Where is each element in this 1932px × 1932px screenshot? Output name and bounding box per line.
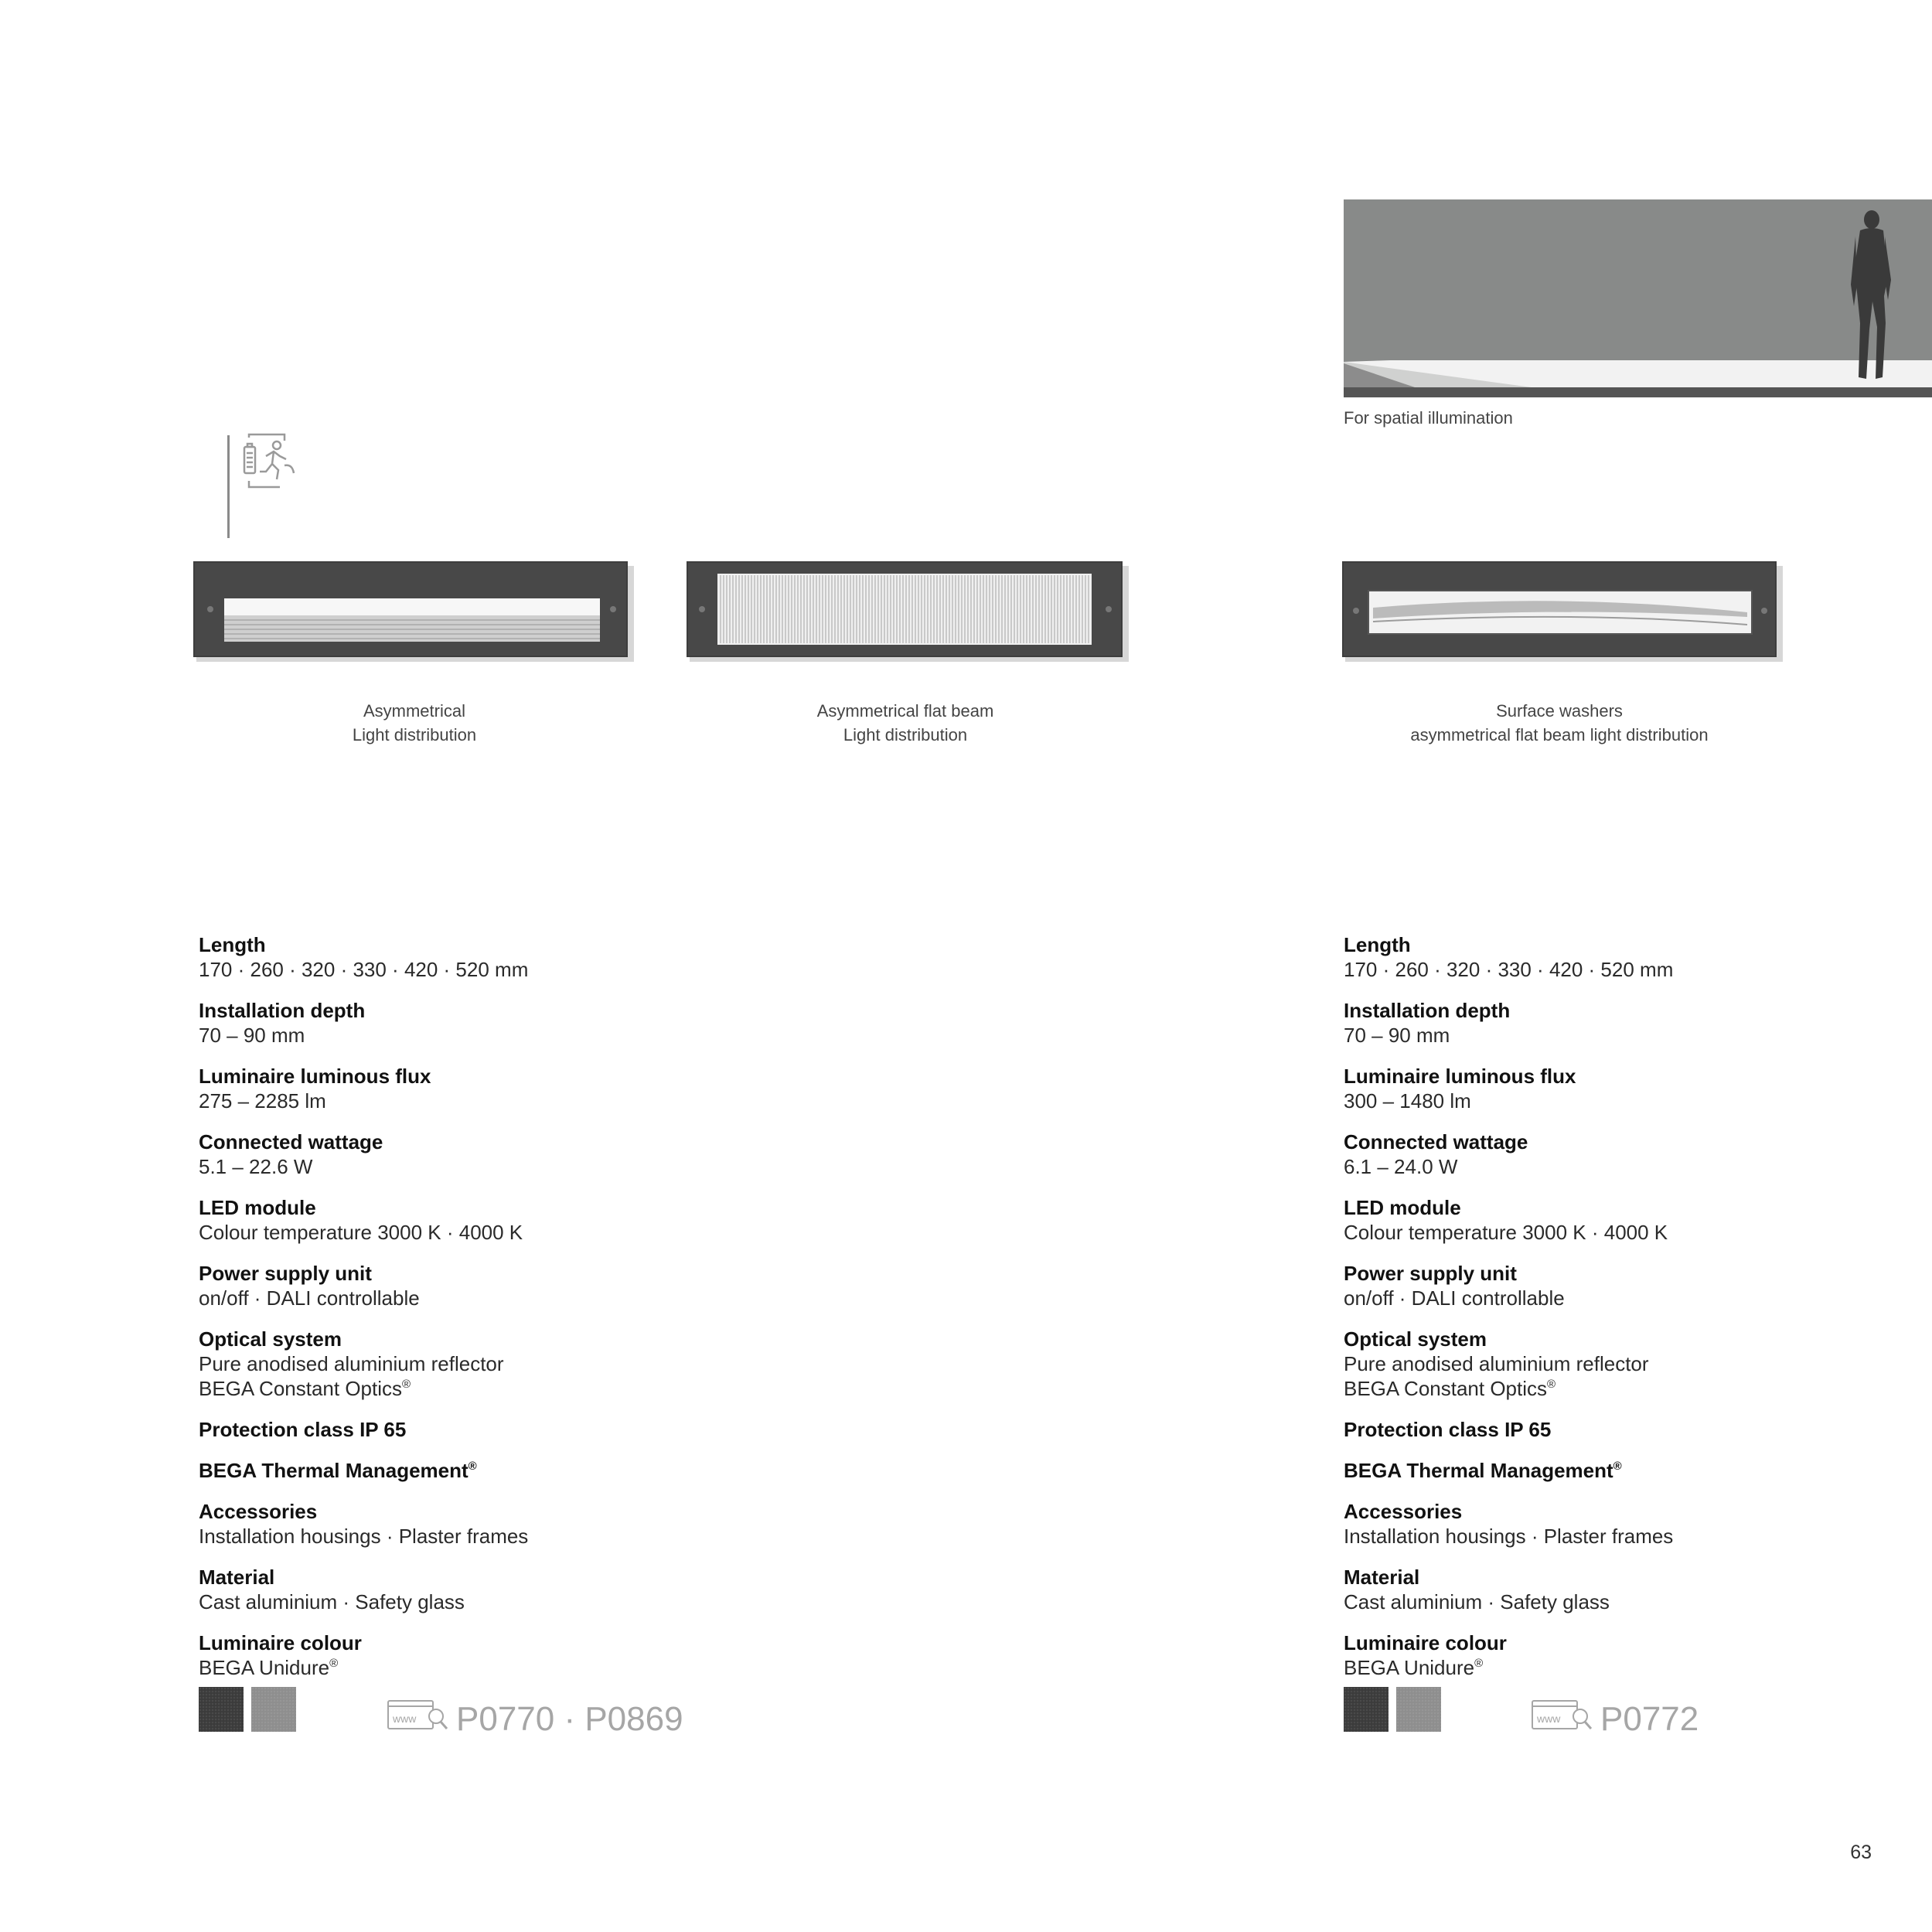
trademark-sup: ® — [1474, 1657, 1484, 1670]
luminaire-asymmetrical-image — [193, 561, 634, 662]
spec-optical-system — [199, 1327, 755, 1401]
spec-luminous-flux — [199, 1064, 755, 1113]
caption-flat-beam — [689, 699, 1122, 747]
spec-value: on/off · DALI controllable — [1344, 1286, 1565, 1310]
spec-value: 5.1 – 22.6 W — [199, 1155, 313, 1178]
spec-value: 6.1 – 24.0 W — [1344, 1155, 1458, 1178]
caption-line: Asymmetrical — [363, 701, 465, 721]
spec-luminaire-colour — [199, 1630, 755, 1680]
product-code-left[interactable]: P0770 · P0869 — [456, 1700, 683, 1738]
spec-protection-class — [199, 1417, 755, 1442]
spec-label: Luminaire colour — [199, 1631, 362, 1654]
spec-label: Material — [1344, 1566, 1420, 1589]
spec-value: 300 – 1480 lm — [1344, 1089, 1471, 1113]
trademark-sup: ® — [1547, 1378, 1556, 1391]
spec-label: Protection class IP 65 — [199, 1418, 407, 1441]
divider-line — [227, 435, 230, 538]
spec-thermal-management — [1344, 1458, 1900, 1483]
spec-label-trademark — [199, 1458, 755, 1483]
spec-value-trademark — [199, 1376, 755, 1401]
trademark-sup: ® — [402, 1378, 411, 1391]
spec-label: Luminaire colour — [1344, 1631, 1507, 1654]
spec-label: Accessories — [1344, 1500, 1463, 1523]
colour-swatch-graphite — [199, 1687, 244, 1732]
specs-left — [199, 932, 755, 1696]
product-code-right[interactable]: P0772 — [1600, 1700, 1699, 1738]
spec-value: 70 – 90 mm — [199, 1024, 305, 1047]
spec-installation-depth — [1344, 998, 1900, 1048]
colour-swatch-graphite — [1344, 1687, 1389, 1732]
spec-value: Installation housings · Plaster frames — [199, 1525, 529, 1548]
emergency-luminaire-icon — [240, 433, 305, 490]
spec-label: Optical system — [1344, 1327, 1487, 1351]
trademark-sup: ® — [468, 1460, 477, 1473]
svg-text:www: www — [1537, 1712, 1561, 1725]
spec-label: Power supply unit — [199, 1262, 372, 1285]
www-search-icon[interactable] — [1531, 1698, 1594, 1733]
luminaire-flat-beam-image — [687, 561, 1129, 662]
spec-protection-class — [1344, 1417, 1900, 1442]
spec-value: on/off · DALI controllable — [199, 1286, 420, 1310]
scene-caption: For spatial illumination — [1344, 408, 1513, 428]
spec-value: Installation housings · Plaster frames — [1344, 1525, 1674, 1548]
spec-label: Power supply unit — [1344, 1262, 1517, 1285]
spec-material — [1344, 1565, 1900, 1614]
caption-line: Light distribution — [352, 725, 477, 745]
spec-length — [1344, 932, 1900, 982]
colour-swatch-silver — [251, 1687, 296, 1732]
spec-label: Installation depth — [199, 999, 366, 1022]
spec-value: Pure anodised aluminium reflector — [199, 1352, 504, 1375]
spec-label: Material — [199, 1566, 275, 1589]
spec-value: Pure anodised aluminium reflector — [1344, 1352, 1649, 1375]
spec-accessories — [1344, 1499, 1900, 1549]
spec-value-text: BEGA Unidure — [1344, 1656, 1475, 1679]
spec-label: Connected wattage — [1344, 1130, 1528, 1153]
spec-optical-system — [1344, 1327, 1900, 1401]
spec-value: Colour temperature 3000 K · 4000 K — [199, 1221, 523, 1244]
spec-value: 170 · 260 · 320 · 330 · 420 · 520 mm — [1344, 958, 1674, 981]
spec-luminaire-colour — [1344, 1630, 1900, 1680]
colour-swatch-silver — [1396, 1687, 1441, 1732]
www-search-icon[interactable] — [387, 1698, 450, 1733]
spec-value: Cast aluminium · Safety glass — [1344, 1590, 1610, 1613]
spec-length — [199, 932, 755, 982]
trademark-sup: ® — [329, 1657, 339, 1670]
spec-power-supply — [1344, 1261, 1900, 1310]
spec-value: Cast aluminium · Safety glass — [199, 1590, 465, 1613]
spec-label: Length — [1344, 933, 1411, 956]
spec-value-text: BEGA Constant Optics — [199, 1377, 403, 1400]
svg-text:www: www — [393, 1712, 417, 1725]
spec-label: Luminaire luminous flux — [199, 1065, 431, 1088]
spec-label-text: BEGA Thermal Management — [199, 1459, 469, 1482]
caption-line: asymmetrical flat beam light distribution — [1410, 725, 1709, 745]
spec-accessories — [199, 1499, 755, 1549]
spec-value-trademark — [1344, 1655, 1900, 1680]
spec-led-module — [1344, 1195, 1900, 1245]
spec-value: 170 · 260 · 320 · 330 · 420 · 520 mm — [199, 958, 529, 981]
spec-value-text: BEGA Constant Optics — [1344, 1377, 1548, 1400]
spec-label: LED module — [199, 1196, 316, 1219]
spec-label-text: BEGA Thermal Management — [1344, 1459, 1613, 1482]
caption-line: Surface washers — [1496, 701, 1623, 721]
caption-line: Asymmetrical flat beam — [816, 701, 994, 721]
caption-line: Light distribution — [843, 725, 968, 745]
spec-installation-depth — [199, 998, 755, 1048]
spec-value-text: BEGA Unidure — [199, 1656, 330, 1679]
spec-label: LED module — [1344, 1196, 1461, 1219]
spec-label: Accessories — [199, 1500, 318, 1523]
spec-connected-wattage — [199, 1130, 755, 1179]
spec-thermal-management — [199, 1458, 755, 1483]
spec-label-trademark — [1344, 1458, 1900, 1483]
spec-label: Optical system — [199, 1327, 342, 1351]
specs-right — [1344, 932, 1900, 1696]
spec-label: Length — [199, 933, 266, 956]
spec-label: Installation depth — [1344, 999, 1511, 1022]
spec-power-supply — [199, 1261, 755, 1310]
spec-connected-wattage — [1344, 1130, 1900, 1179]
spec-value: Colour temperature 3000 K · 4000 K — [1344, 1221, 1668, 1244]
spec-value: 275 – 2285 lm — [199, 1089, 326, 1113]
spec-value: 70 – 90 mm — [1344, 1024, 1450, 1047]
page-number: 63 — [1850, 1842, 1872, 1863]
spatial-illumination-image — [1344, 199, 1932, 397]
caption-asymmetrical — [198, 699, 631, 747]
spec-led-module — [199, 1195, 755, 1245]
trademark-sup: ® — [1613, 1460, 1622, 1473]
caption-surface-washers — [1343, 699, 1776, 747]
spec-label: Protection class IP 65 — [1344, 1418, 1552, 1441]
spec-value-trademark — [1344, 1376, 1900, 1401]
luminaire-surface-washer-image — [1342, 561, 1783, 662]
spec-luminous-flux — [1344, 1064, 1900, 1113]
spec-value-trademark — [199, 1655, 755, 1680]
spec-label: Luminaire luminous flux — [1344, 1065, 1576, 1088]
spec-label: Connected wattage — [199, 1130, 383, 1153]
spec-material — [199, 1565, 755, 1614]
